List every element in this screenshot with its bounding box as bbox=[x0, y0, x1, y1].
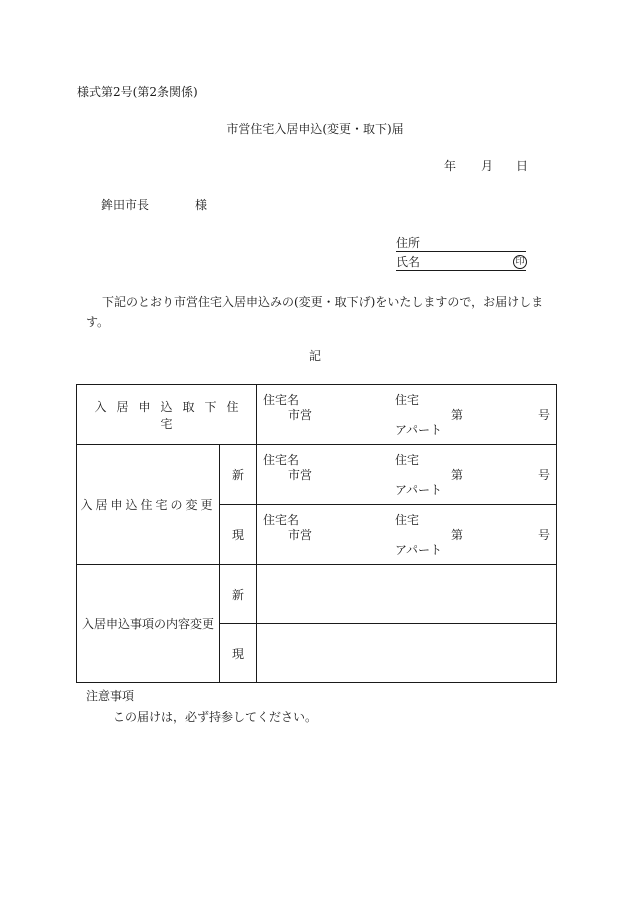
withdrawal-label: 入居申込取下住宅 bbox=[77, 385, 257, 445]
jutaku-label: 住宅 bbox=[395, 453, 420, 467]
notes-text: この届けは，必ず持参してください。 bbox=[113, 710, 318, 724]
change-new-housing-cell[interactable] bbox=[257, 445, 557, 505]
record-heading: 記 bbox=[308, 349, 321, 363]
jutaku-label: 住宅 bbox=[395, 393, 420, 407]
content-current-cell[interactable] bbox=[257, 624, 557, 683]
go-label: 号 bbox=[537, 468, 550, 482]
current-label: 現 bbox=[220, 624, 257, 683]
city-label: 市営 bbox=[288, 528, 313, 542]
new-label: 新 bbox=[220, 445, 257, 505]
withdrawal-housing-cell[interactable] bbox=[257, 385, 557, 445]
current-label: 現 bbox=[220, 505, 257, 565]
table-row-content-new bbox=[77, 565, 557, 624]
applicant-address-field[interactable] bbox=[396, 237, 526, 252]
addressee: 鉾田市長 bbox=[101, 198, 150, 212]
go-label: 号 bbox=[537, 408, 550, 422]
change-current-housing-cell[interactable] bbox=[257, 505, 557, 565]
housing-name-label: 住宅名 bbox=[263, 453, 300, 467]
content-new-cell[interactable] bbox=[257, 565, 557, 624]
apart-label: アパート bbox=[395, 423, 443, 437]
form-number: 様式第2号(第2条関係) bbox=[77, 85, 198, 99]
apart-label: アパート bbox=[395, 483, 443, 497]
body-paragraph: 下記のとおり市営住宅入居申込みの(変更・取下げ)をいたしますので，お届けします。 bbox=[86, 295, 544, 329]
date-month-label: 月 bbox=[481, 159, 494, 173]
jutaku-label: 住宅 bbox=[395, 513, 420, 527]
housing-name-label: 住宅名 bbox=[263, 393, 300, 407]
dai-label: 第 bbox=[451, 408, 464, 422]
content-change-label: 入居申込事項の内容変更 bbox=[77, 565, 220, 683]
date-year-label: 年 bbox=[444, 159, 457, 173]
notes-heading: 注意事項 bbox=[86, 689, 135, 703]
table-row-withdrawal bbox=[77, 385, 557, 445]
dai-label: 第 bbox=[451, 528, 464, 542]
table-row-change-new bbox=[77, 445, 557, 505]
change-label: 入居申込住宅の変更 bbox=[77, 445, 220, 565]
document-title: 市営住宅入居申込(変更・取下)届 bbox=[226, 122, 404, 136]
apart-label: アパート bbox=[395, 543, 443, 557]
applicant-name-field[interactable] bbox=[396, 256, 526, 271]
address-label: 住所 bbox=[396, 236, 421, 250]
housing-name-label: 住宅名 bbox=[263, 513, 300, 527]
honorific: 様 bbox=[195, 198, 208, 212]
name-label: 氏名 bbox=[396, 255, 421, 269]
seal-mark: 印 bbox=[513, 255, 527, 269]
dai-label: 第 bbox=[451, 468, 464, 482]
city-label: 市営 bbox=[288, 468, 313, 482]
date-day-label: 日 bbox=[516, 159, 529, 173]
go-label: 号 bbox=[537, 528, 550, 542]
details-table bbox=[76, 384, 557, 683]
new-label: 新 bbox=[220, 565, 257, 624]
city-label: 市営 bbox=[288, 408, 313, 422]
